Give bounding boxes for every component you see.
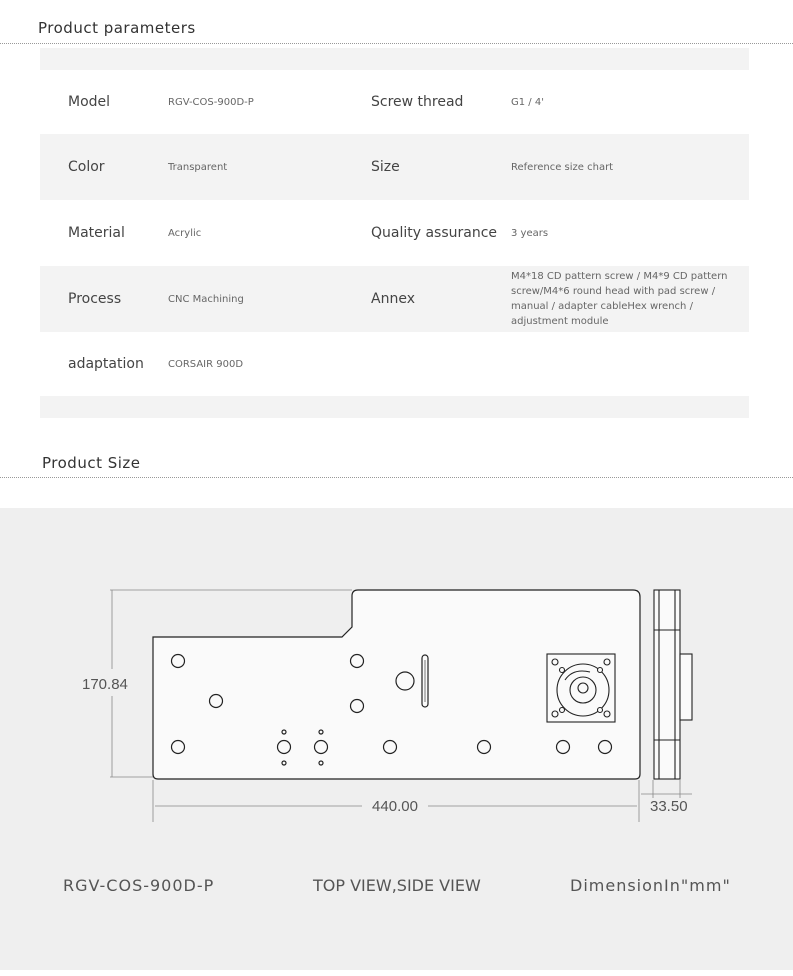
pump-mount	[547, 654, 615, 722]
value-process: CNC Machining	[168, 293, 244, 305]
label-material: Material	[68, 225, 125, 241]
label-process: Process	[68, 291, 122, 307]
value-adaptation: CORSAIR 900D	[168, 358, 244, 370]
label-screw-thread: Screw thread	[371, 94, 464, 110]
label-adaptation: adaptation	[68, 356, 144, 372]
value-screw-thread: G1 / 4'	[511, 96, 544, 108]
label-color: Color	[68, 159, 105, 175]
label-annex: Annex	[371, 291, 415, 307]
value-annex: M4*18 CD pattern screw / M4*9 CD pattern screw/M4*6 round head with pad screw / manual / adapter cableHex wrench / adjustment module	[511, 271, 728, 327]
product-parameters-title: Product parameters	[38, 19, 196, 37]
value-material: Acrylic	[168, 227, 202, 239]
views-caption: TOP VIEW,SIDE VIEW	[313, 876, 481, 895]
value-color: Transparent	[168, 161, 228, 173]
dim-height-label: 170.84	[82, 676, 128, 693]
label-quality-assurance: Quality assurance	[371, 225, 498, 241]
value-model: RGV-COS-900D-P	[168, 96, 254, 108]
value-quality-assurance: 3 years	[511, 227, 549, 239]
side-view	[654, 590, 692, 779]
unit-caption: DimensionIn"mm"	[570, 876, 731, 895]
label-size: Size	[371, 159, 400, 175]
dim-depth-label: 33.50	[650, 798, 688, 815]
label-model: Model	[68, 94, 111, 110]
value-size: Reference size chart	[511, 161, 614, 173]
model-caption: RGV-COS-900D-P	[63, 876, 215, 895]
dim-length-label: 440.00	[372, 798, 418, 815]
product-size-title: Product Size	[42, 454, 141, 472]
